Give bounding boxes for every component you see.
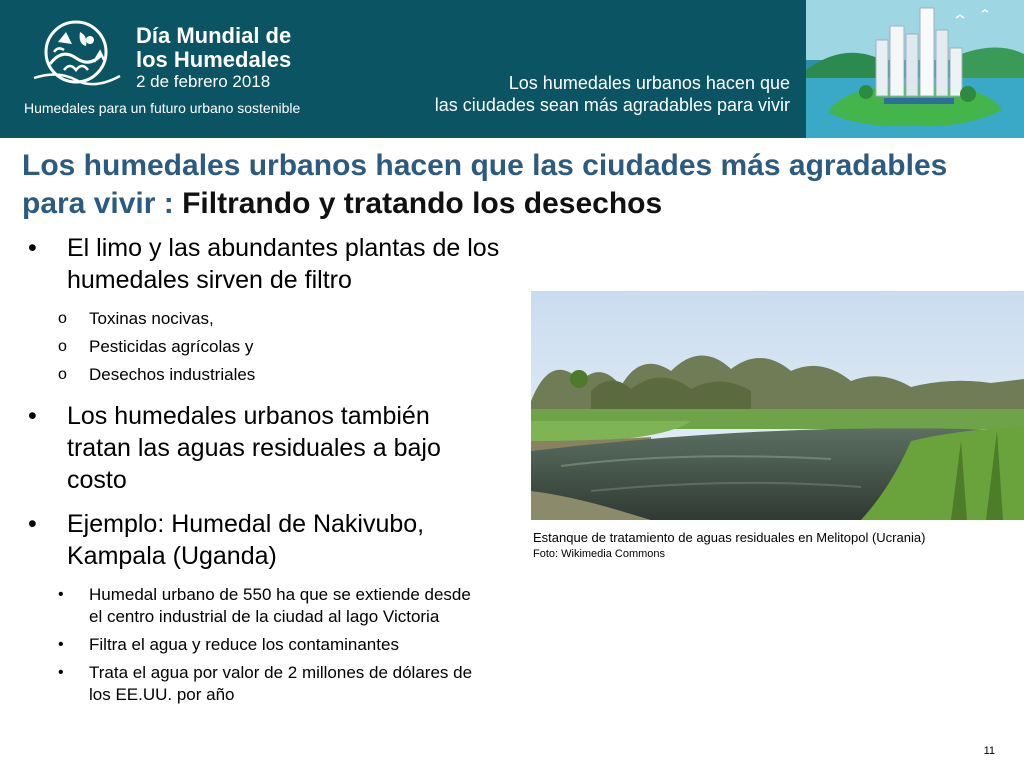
sub-bullet-item — [22, 662, 502, 706]
slide-title-emphasis: Filtrando y tratando los desechos — [182, 187, 663, 220]
city-island-icon — [806, 0, 1024, 138]
event-slogan: Humedales para un futuro urbano sostenible — [24, 100, 301, 116]
sub-bullet-text: Humedal urbano de 550 ha que se extiende desde el centro industrial de la ciudad al lago Victoria — [89, 585, 471, 626]
event-date: 2 de febrero 2018 — [136, 72, 271, 91]
banner-tagline — [388, 72, 790, 116]
sub-bullet-marker: o — [58, 366, 67, 383]
sub-bullet-text: Desechos industriales — [89, 365, 256, 384]
wetland-pond-image — [531, 291, 1024, 520]
bullet-text: Los humedales urbanos también tratan las aguas residuales a bajo costo — [67, 402, 441, 494]
event-title-line: los Humedales — [136, 47, 292, 72]
bullet-text: El limo y las abundantes plantas de los humedales sirven de filtro — [67, 234, 500, 294]
sub-bullet-marker: • — [58, 664, 64, 681]
sub-bullet-item — [22, 308, 502, 330]
event-title-line: Día Mundial de — [136, 23, 292, 48]
slide-title-main: Los humedales urbanos hacen que las ciudades más agradables para vivir : — [22, 149, 948, 220]
sub-bullet-item — [22, 336, 502, 358]
sub-bullet-text: Toxinas nocivas, — [89, 309, 214, 328]
sub-bullet-item — [22, 584, 502, 628]
photo-credit: Foto: Wikimedia Commons — [533, 548, 666, 560]
sub-bullet-item — [22, 634, 502, 656]
city-illustration — [806, 0, 1024, 138]
wetlands-day-logo-icon — [28, 18, 124, 88]
bullet-marker: • — [28, 402, 37, 430]
sub-bullet-marker: o — [58, 310, 67, 327]
bullet-item — [22, 508, 502, 572]
sub-bullet-text: Filtra el agua y reduce los contaminantes — [89, 635, 399, 654]
bullet-text: Ejemplo: Humedal de Nakivubo, Kampala (Uganda) — [67, 510, 425, 570]
slide-title — [22, 147, 1012, 223]
bullet-marker: • — [28, 510, 37, 538]
bullet-marker: • — [28, 234, 37, 262]
photo-caption: Estanque de tratamiento de aguas residuales en Melitopol (Ucrania) — [533, 530, 926, 545]
sub-bullet-marker: • — [58, 586, 64, 603]
banner-tagline-line: las ciudades sean más agradables para vivir — [434, 95, 790, 115]
sub-bullet-text: Trata el agua por valor de 2 millones de dólares de los EE.UU. por año — [89, 663, 473, 704]
bullet-item — [22, 232, 502, 296]
pond-photo — [531, 291, 1024, 520]
banner-tagline-line: Los humedales urbanos hacen que — [508, 73, 790, 93]
bullet-list — [22, 232, 502, 706]
sub-bullet-text: Pesticidas agrícolas y — [89, 337, 254, 356]
event-title — [136, 24, 291, 72]
page-number: 11 — [983, 745, 995, 757]
sub-bullet-marker: o — [58, 338, 67, 355]
bullet-item — [22, 400, 502, 496]
header-banner — [0, 0, 1024, 138]
sub-bullet-item — [22, 364, 502, 386]
sub-bullet-marker: • — [58, 636, 64, 653]
